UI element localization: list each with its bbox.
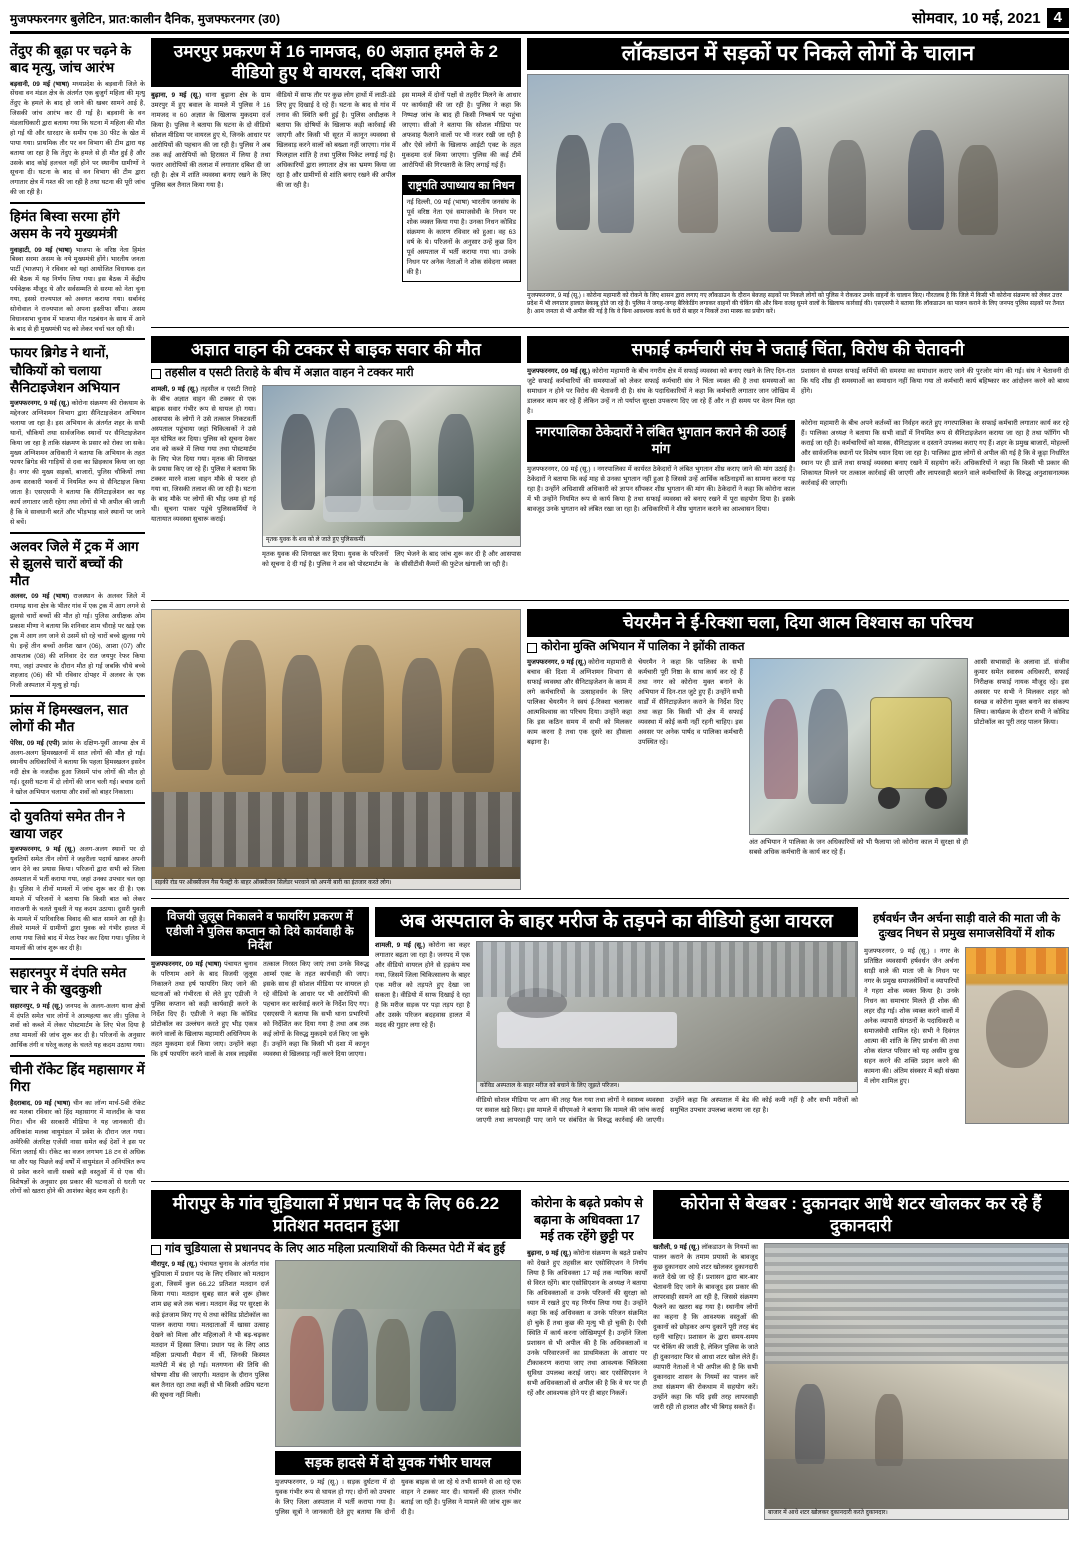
story-leopard-headline: तेंदुए की बूढ़ा पर चढ़ने के बाद मृत्यु, जांच आरंभ bbox=[10, 43, 131, 76]
dateline: मुजफ्फरनगर, 9 मई (सू.) bbox=[10, 846, 76, 854]
story-erickshaw-col2: चेयरमैन ने कहा कि पालिका के सभी कर्मचारी पूरी निष्ठा के साथ कार्य कर रहे हैं तथा नगर को कोरोना मुक्त बनाने के अभियान में दिन-रात जुटे हुए हैं। उन्होंने सभी वार्डों में सैनिटाइजेशन कराने के निर्देश दिए तथा कहा कि किसी भी क्षेत्र में सफाई व्यवस्था में कोई कमी नहीं रहनी चाहिए। इस अवसर पर अनेक पार्षद व पालिका कर्मचारी उपस्थित रहे। bbox=[638, 659, 743, 747]
oxygen-photo-block bbox=[151, 609, 521, 890]
story-voting bbox=[151, 1190, 521, 1518]
story-jain-obituary bbox=[864, 907, 1069, 1173]
oxygen-photo-caption: सड़की रोड पर ऑक्सीजन गैस फैक्ट्री के बाहर ऑक्सीजन सिलेंडर भरवाने को अपनी बारी का इंतजार करते लोग। bbox=[152, 879, 520, 889]
dateline: बुढ़ाना, 9 मई (सू.) bbox=[527, 1250, 572, 1258]
story-corona-lawyer bbox=[527, 1190, 647, 1518]
story-lockdown bbox=[527, 38, 1069, 319]
story-dgp bbox=[151, 907, 369, 1173]
dateline: बड़वानी, 09 मई (भाषा) bbox=[10, 80, 70, 88]
hospital-photo bbox=[476, 941, 858, 1093]
story-france-avalanche-text: फ्रांस के दक्षिण-पूर्वी आल्प्स क्षेत्र में अलग-अलग हिमस्खलनों में सात लोगों की मौत हो गई। स्थानीय अधिकारियों ने बताया कि पहला हिमस्खलन इसरेन नदी क्षेत्र के नजदीक हुआ जिसमें पांच लोगों की मौत हो गई। दूसरी घटना में दो लोगों की जान चली गई। बचाव दलों ने खोज अभियान चलाया और शवों को बाहर निकाला। bbox=[10, 739, 146, 797]
story-erickshaw-col1: कोरोना महामारी से बचाव की दिशा में अग्निशमन विभाग से सफाई व्यवस्था और सैनिटाइजेशन के काम में लगे कर्मचारियों के उत्साहवर्धन के लिए पालिका चेयरमैन ने स्वयं ई-रिक्शा चलाकर आत्मविश्वास का परिचय दिया। उन्होंने कहा कि इस कठिन समय में सभी को मिलकर काम करना है तथा एक दूसरे का हौसला बढ़ाना है। bbox=[527, 659, 632, 747]
story-leopard-text: मध्यप्रदेश के बड़वानी जिले के सेंधवा वन मंडल क्षेत्र के अंतर्गत एक बुजुर्ग महिला की मृत्यु तेंदुए के हमले के बाद हो जाने की खबर सामने आई है, जिसकी जांच आरंभ कर दी गई है। बड़वानी के वन मंडलाधिकारी द्वारा बताया गया कि घटना में महिला की मौत हो गई थी और धारदार के समीप एक 30 फीट के खेत में पाया गया। प्राथमिक तौर पर वन विभाग की टीम द्वारा यह बताया जा रहा है कि तेंदुए के हमले से ही मौत हुई है और उसके बाद कोई हलचल नहीं होने पर स्थानीय ग्रामीणों ने सूचना दी। घटना के बाद से वन विभाग की टीम द्वारा लगातार क्षेत्र में गश्त की जा रही है तथा घटना की पूरी जांच की जा रही है। bbox=[10, 80, 145, 197]
main-column bbox=[151, 38, 1069, 1518]
story-alwar-truck-text: राजस्थान के अलवर जिले में रामगढ़ थाना क्षेत्र के भीतर गांव में एक ट्रक में आग लगने से झुलसे चारों बच्चों की मौत हो गई। पुलिस अधीक्षक ओम प्रकाश मीणा ने बताया कि शनिवार शाम चौराहे पर खड़े एक ट्रक में आग लग जाने से उसमें सो रहे चारों बच्चे झुलस गये थे। इन्हें तीन बच्चों अनीश खान (06), आशा (07) और आफताब (08) की शनिवार देर रात जयपुर रेफर किया गया, जहां उपचार के दौरान मौत हो गई जबकि चौथे बच्चे शहजाद (06) की भी रविवार दोपहर में अलवर के एक निजी अस्पताल में मृत्यु हो गई। bbox=[10, 593, 146, 690]
story-saharanpur-suicide bbox=[10, 964, 145, 1051]
story-chinese-rocket-headline: चीनी रॉकेट हिंद महासागर में गिरा bbox=[10, 1062, 145, 1095]
dateline: मीरापुर, 9 मई (सू.) bbox=[151, 1261, 198, 1269]
story-safai-headline: सफाई कर्मचारी संघ ने जताई चिंता, विरोध की चेतावनी bbox=[527, 336, 1069, 363]
voting-photo bbox=[275, 1260, 521, 1447]
story-corona-lawyer-text: कोरोना संक्रमण के बढ़ते प्रकोप को देखते हुए तहसील बार एसोसिएशन ने निर्णय लिया है कि अधिवक्ता 17 मई तक न्यायिक कार्यों से विरत रहेंगे। बार एसोसिएशन के अध्यक्ष ने बताया कि अधिवक्ताओं व उनके परिजनों की सुरक्षा को ध्यान में रखते हुए यह निर्णय लिया गया है। उन्होंने कहा कि कई अधिवक्ता व उनके परिजन संक्रमित हो चुके हैं तथा कुछ की मृत्यु भी हो चुकी है। ऐसी स्थिति में कार्य करना जोखिमपूर्ण है। उन्होंने जिला प्रशासन से भी अपील की है कि अधिवक्ताओं व उनके परिवारजनों का प्राथमिकता के आधार पर टीकाकरण कराया जाए तथा आवश्यक चिकित्सा सुविधा उपलब्ध कराई जाए। बार एसोसिएशन ने सभी अधिवक्ताओं से अपील की है कि वे घर पर ही रहें और आवश्यक होने पर ही बाहर निकलें। bbox=[527, 1250, 647, 1398]
story-hospital-col1: कोरोना का कहर लगातार बढ़ता जा रहा है। जनपद में एक और वीडियो वायरल होने से हड़कंप मच गया, जिसमें जिला चिकित्सालय के बाहर एक मरीज को तड़पते हुए देखा जा सकता है। वीडियो में साफ दिखाई दे रहा है कि मरीज सड़क पर पड़ा तड़प रहा है और उसके परिजन बदहवास हालत में मदद की गुहार लगा रहे हैं। bbox=[375, 941, 471, 1030]
story-umarpur-col2: वीडियो में साफ तौर पर कुछ लोग हाथों में लाठी-डंडे लिए हुए दिखाई दे रहे हैं। घटना के बाद से गांव में तनाव की स्थिति बनी हुई है। पुलिस अधीक्षक ने बताया कि दोषियों के खिलाफ कड़ी कार्रवाई की जाएगी और किसी भी सूरत में कानून व्यवस्था से खिलवाड़ करने वालों को बख्शा नहीं जाएगा। गांव में फिलहाल शांति है तथा पुलिस पिकेट लगाई गई है। अधिकारियों द्वारा लगातार क्षेत्र का भ्रमण किया जा रहा है और ग्रामीणों से शांति बनाए रखने की अपील की जा रही है। bbox=[276, 91, 396, 189]
story-poison-text: अलग-अलग स्थानों पर दो युवतियों समेत तीन लोगों ने जहरीला पदार्थ खाकर अपनी जान देने का प्रयास किया। परिजनों द्वारा सभी को जिला अस्पताल में भर्ती कराया गया, जहां उनका उपचार चल रहा है। पुलिस ने तीनों मामलों में जांच शुरू कर दी है। एक मामले में परिजनों ने बताया कि किसी बात को लेकर नाराजगी के चलते युवती ने यह कदम उठाया। दूसरी युवती के मामले में पारिवारिक विवाद की बात सामने आ रही है। तीसरे मामले में ग्रामीणों द्वारा युवक को गंभीर हालत में लाया गया जिसे बाद में मेरठ रेफर कर दिया गया। पुलिस ने मामलों की जांच शुरू कर दी है। bbox=[10, 846, 145, 953]
story-umarpur-col3: इस मामले में दोनों पक्षों से तहरीर मिलने के आधार पर कार्यवाही की जा रही है। पुलिस ने कहा कि निष्पक्ष जांच के बाद ही किसी निष्कर्ष पर पहुंचा जाएगा। सीओ ने बताया कि सोशल मीडिया पर अफवाह फैलाने वालों पर भी नजर रखी जा रही है और ऐसे लोगों के खिलाफ आईटी एक्ट के तहत मुकदमा दर्ज किया जाएगा। पुलिस की कई टीमें आरोपियों की गिरफ्तारी के लिए लगाई गई हैं। bbox=[401, 91, 521, 169]
story-erickshaw-right-text: आसी सभासदों के अलावा डॉ. संजीव कुमार समेत स्वास्थ्य अधिकारी, सफाई निरीक्षक सफाई नायक मौजूद रहे। इस अवसर पर सभी ने मिलकर शहर को स्वच्छ व कोरोना मुक्त बनाने का संकल्प लिया। कार्यक्रम के दौरान सभी ने कोविड प्रोटोकॉल का पूरी तरह पालन किया। bbox=[974, 659, 1069, 727]
story-bike-text2: मृतक युवक की शिनाख्त कर दिया। युवक के परिजनों को सूचना दे दी गई है। पुलिस ने शव को पोस्टमार्टम के लिए भेजने के बाद जांच शुरू कर दी है और आसपास के सीसीटीवी कैमरों की फुटेज खंगाली जा रही है। bbox=[262, 550, 521, 568]
story-hospital-col2: वीडियो सोशल मीडिया पर आग की तरह फैल गया तथा लोगों ने स्वास्थ्य व्यवस्था पर सवाल खड़े किए। इस मामले में सीएमओ ने बताया कि मामले की जांच कराई जाएगी तथा लापरवाही पाए जाने पर संबंधित के विरुद्ध कार्रवाई की जाएगी। उन्होंने कहा कि अस्पताल में बेड की कोई कमी नहीं है और सभी मरीजों को समुचित उपचार उपलब्ध कराया जा रहा है। bbox=[476, 1096, 858, 1124]
story-france-avalanche-headline: फ्रांस में हिमस्खलन, सात लोगों की मौत bbox=[10, 702, 128, 735]
lockdown-photo bbox=[527, 74, 1069, 291]
story-dgp-headline: विजयी जुलूस निकालने व फायरिंग प्रकरण में एडीजी ने पुलिस कप्तान को दिये कार्यवाही के निर्देश bbox=[151, 907, 369, 956]
story-bike-headline: अज्ञात वाहन की टक्कर से बाइक सवार की मौत bbox=[151, 336, 521, 363]
left-column bbox=[10, 38, 145, 1518]
story-bike-accident bbox=[151, 336, 521, 593]
story-erickshaw bbox=[527, 609, 1069, 890]
dateline: सहारनपुर, 9 मई (सू.) bbox=[10, 1002, 63, 1010]
story-safai-text1: कोरोना महामारी के बीच नगरीय क्षेत्र में सफाई व्यवस्था को बनाए रखने के लिए दिन-रात जुटे सफाई कर्मचारियों की समस्याओं को लेकर सफाई कर्मचारी संघ ने चिंता व्यक्त की है तथा समस्याओं का समाधान न होने पर विरोध की चेतावनी दी है। संघ के पदाधिकारियों ने कहा कि कर्मचारी लगातार जान जोखिम में डालकर काम कर रहे हैं लेकिन उन्हें न तो पर्याप्त सुरक्षा उपकरण दिए जा रहे हैं और न ही समय पर वेतन मिल रहा है। bbox=[527, 368, 795, 416]
erickshaw-photo-caption: अंत अभियान ने पालिका के जन अधिकारियों को भी फैलाया जो कोरोना काल में सुरक्षा से ही सबसे अधिक कर्मचारी के कार्य कर रहे हैं। bbox=[749, 839, 968, 857]
page-grid bbox=[10, 38, 1069, 1518]
story-france-avalanche bbox=[10, 701, 145, 798]
story-jain-headline: हर्षवर्धन जैन अर्चना साड़ी वाले की माता जी के दुःखद निधन से प्रमुख समाजसेवियों में शोक bbox=[872, 913, 1061, 941]
dateline: शामली, 9 मई (सू.) bbox=[375, 941, 426, 949]
story-shopkeeper-headline: कोरोना से बेखबर : दुकानदार आधे शटर खोलकर कर रहे हैं दुकानदारी bbox=[653, 1190, 1069, 1239]
jain-portrait-photo bbox=[965, 947, 1069, 1124]
masthead-date: सोमवार, 10 मई, 2021 bbox=[912, 10, 1041, 27]
masthead-publication: मुजफ्फरनगर बुलेटिन, प्रात:कालीन दैनिक, मुजफ्फरनगर (उ0) bbox=[10, 11, 281, 26]
story-bike-kicker: तहसील व एसटी तिराहे के बीच में अज्ञात वाहन ने टक्कर मारी bbox=[151, 366, 521, 382]
story-chinese-rocket bbox=[10, 1061, 145, 1197]
story-poison-headline: दो युवतियां समेत तीन ने खाया जहर bbox=[10, 808, 125, 842]
story-hospital-headline: अब अस्पताल के बाहर मरीज के तड़पने का वीडियो हुआ वायरल bbox=[375, 907, 858, 937]
story-fire-brigade bbox=[10, 344, 145, 527]
dateline: हैदराबाद, 09 मई (भाषा) bbox=[10, 1099, 71, 1107]
story-poison bbox=[10, 808, 145, 954]
story-shopkeeper-text: लॉकडाउन के नियमों का पालन कराने के तमाम प्रयासों के बावजूद कुछ दुकानदार आधे शटर खोलकर दुकानदारी करते देखे जा रहे हैं। प्रशासन द्वारा बार-बार चेतावनी दिए जाने के बावजूद इस प्रकार की लापरवाही सामने आ रही है, जिससे संक्रमण फैलने का खतरा बढ़ गया है। स्थानीय लोगों का कहना है कि आवश्यक वस्तुओं की दुकानों को छोड़कर अन्य दुकानें पूरी तरह बंद रहनी चाहिए। प्रशासन के द्वारा समय-समय पर चेकिंग की जाती है, लेकिन पुलिस के जाते ही दुकानदार फिर से आधा शटर खोल लेते हैं। व्यापारी नेताओं ने भी अपील की है कि सभी दुकानदार शासन के नियमों का पालन करें तथा संक्रमण की रोकथाम में सहयोग करें। उन्होंने कहा कि यदि इसी तरह लापरवाही जारी रही तो हालात और भी बिगड़ सकते हैं। bbox=[653, 1243, 758, 1412]
story-saharanpur-suicide-text: जनपद के अलग-अलग थाना क्षेत्रों में दंपति समेत चार लोगों ने आत्महत्या कर ली। पुलिस ने शवों को कब्जे में लेकर पोस्टमार्टम के लिए भेज दिया है तथा मामलों की जांच शुरू कर दी है। परिजनों के अनुसार आर्थिक तंगी व घरेलू कलह के चलते यह कदम उठाया गया। bbox=[10, 1002, 145, 1050]
story-assam-cm bbox=[10, 208, 145, 334]
story-jain-text: मुजफ्फरनगर, 9 मई (सू.) । नगर के प्रतिष्ठित व्यवसायी हर्षवर्धन जैन अर्चना साड़ी वाले की माता जी के निधन पर नगर के प्रमुख समाजसेवियों व व्यापारियों ने गहरा शोक व्यक्त किया है। उनके निधन का समाचार मिलते ही शोक की लहर दौड़ गई। शोक व्यक्त करने वालों में अनेक व्यापारी संगठनों के पदाधिकारी व समाजसेवी शामिल रहे। सभी ने दिवंगत आत्मा की शांति के लिए प्रार्थना की तथा शोक संतप्त परिवार को यह असीम दुःख सहन करने की शक्ति प्रदान करने की कामना की। अंतिम संस्कार में बड़ी संख्या में लोग शामिल हुए। bbox=[864, 948, 959, 1086]
story-shopkeeper bbox=[653, 1190, 1069, 1518]
bike-accident-photo bbox=[262, 385, 521, 547]
story-voting-text: पंचायत चुनाव के अंतर्गत गांव चुडि़याला में प्रधान पद के लिए रविवार को मतदान हुआ, जिसमें कुल 66.22 प्रतिशत मतदान दर्ज किया गया। मतदान सुबह सात बजे शुरू होकर शाम छह बजे तक चला। मतदान केंद्र पर सुरक्षा के कड़े इंतजाम किए गए थे तथा कोविड प्रोटोकॉल का पालन कराया गया। मतदाताओं में खासा उत्साह देखने को मिला और महिलाओं ने भी बढ़-चढ़कर मतदान में हिस्सा लिया। प्रधान पद के लिए आठ महिला प्रत्याशी मैदान में थीं, जिनकी किस्मत मतपेटी में बंद हो गई। मतगणना की तिथि की घोषणा शीघ्र की जाएगी। मतदान के दौरान पुलिस बल तैनात रहा तथा कहीं से भी किसी अप्रिय घटना की सूचना नहीं मिली। bbox=[151, 1261, 269, 1399]
story-voting-kicker: गांव चुडि़याला से प्रधानपद के लिए आठ महिला प्रत्याशियों की किस्मत पेटी में बंद हुई bbox=[151, 1242, 521, 1258]
bullet-square-icon bbox=[527, 643, 537, 653]
story-umarpur bbox=[151, 38, 521, 319]
story-bike-text: तहसील व एसटी तिराहे के बीच अज्ञात वाहन की टक्कर से एक बाइक सवार गंभीर रूप से घायल हो गया। आसपास के लोगों ने उसे तत्काल निकटवर्ती अस्पताल पहुंचाया जहां चिकित्सकों ने उसे मृत घोषित कर दिया। पुलिस को सूचना देकर शव को कब्जे में लिया गया तथा पोस्टमार्टम के लिए भेज दिया गया। मृतक की शिनाख्त के प्रयास किए जा रहे हैं। पुलिस ने बताया कि टक्कर मारने वाला वाहन मौके से फरार हो गया था, जिसकी तलाश की जा रही है। घटना के बाद मौके पर लोगों की भीड़ जमा हो गई थी। सूचना पाकर पहुंचे पुलिसकर्मियों ने यातायात व्यवस्था सुचारू कराई। bbox=[151, 385, 256, 523]
obituary-text: नई दिल्ली, 09 मई (भाषा) भारतीय जनसंघ के पूर्व वरिष्ठ नेता एवं समाजसेवी के निधन पर शोक व्यक्त किया गया है। उनका निधन कोविड संक्रमण के कारण रविवार को हुआ। वह 63 वर्ष के थे। परिजनों के अनुसार उन्हें कुछ दिन पूर्व अस्पताल में भर्ती कराया गया था। उनके निधन पर अनेक नेताओं ने शोक संवेदना व्यक्त की है। bbox=[406, 198, 516, 276]
story-umarpur-headline: उमरपुर प्रकरण में 16 नामजद, 60 अज्ञात हमले के 2 वीडियो हुए थे वायरल, दबिश जारी bbox=[151, 38, 521, 87]
dateline: शामली, 9 मई (सू.) bbox=[151, 385, 199, 393]
page-number: 4 bbox=[1047, 8, 1069, 27]
story-chinese-rocket-text: चीन का लॉन्ग मार्च-5बी रॉकेट का मलबा रविवार को हिंद महासागर में मालदीव के पास गिरा। चीन की सरकारी मीडिया ने यह जानकारी दी। अधिकांश मलबा वायुमंडल में प्रवेश के दौरान जल गया। अमेरिकी अंतरिक्ष एजेंसी नासा समेत कई देशों ने इस पर चिंता जताई थी। रॉकेट का वजन लगभग 18 टन से अधिक था और यह पिछले कई वर्षों में वायुमंडल में अनियंत्रित रूप से प्रवेश करने वाली सबसे बड़ी वस्तुओं में से एक थी। विशेषज्ञों के अनुसार इस प्रकार की घटनाओं से धरती पर लोगों को खतरा होने की आशंका बेहद कम रहती है। bbox=[10, 1099, 145, 1196]
story-alwar-truck-headline: अलवर जिले में ट्रक में आग से झुलसे चारों बच्चों की मौत bbox=[10, 538, 139, 589]
story-erickshaw-kicker: कोरोना मुक्ति अभियान में पालिका ने झोंकी ताकत bbox=[527, 640, 1069, 656]
story-fire-brigade-text: कोरोना संक्रमण की रोकथाम के मद्देनजर अग्निशमन विभाग द्वारा सैनिटाइजेशन अभियान चलाया जा रहा है। इस अभियान के अंतर्गत शहर के सभी थानों, चौकियों तथा सार्वजनिक स्थानों पर सैनिटाइजेशन किया जा रहा है ताकि संक्रमण के प्रसार को रोका जा सके। मुख्य अग्निशमन अधिकारी ने बताया कि अभियान के तहत फायर ब्रिगेड की गाड़ियों से दवा का छिड़काव किया जा रहा है। नगर की मुख्य सड़कों, बाजारों, पुलिस चौकियों तथा अन्य सरकारी भवनों में नियमित रूप से सैनिटाइज किया जाता है। एसएसपी ने बताया कि सैनिटाइजेशन का यह कार्य लगातार जारी रहेगा तथा लोगों से भी अपील की जाती है कि वे सावधानी बरतें और भीड़भाड़ वाले स्थानों पर जाने से बचें। bbox=[10, 400, 145, 526]
dateline: मुजफ्फरनगर, 9 मई (सू.) bbox=[527, 659, 587, 667]
dateline: गुवाहाटी, 09 मई (भाषा) bbox=[10, 246, 73, 254]
story-road-accident-headline: सड़क हादसे में दो युवक गंभीर घायल bbox=[275, 1451, 521, 1475]
story-saharanpur-suicide-headline: सहारनपुर में दंपति समेत चार ने की खुदकुशी bbox=[10, 965, 127, 998]
dateline: पेरिस, 09 मई (एपी) bbox=[10, 739, 60, 747]
story-umarpur-col1: थाना बुढ़ाना क्षेत्र के ग्राम उमरपुर में हुए बवाल के मामले में पुलिस ने 16 नामजद व 60 अज्ञात के खिलाफ मुकदमा दर्ज किया है। पुलिस ने बताया कि घटना के दो वीडियो सोशल मीडिया पर वायरल हुए थे, जिनके आधार पर आरोपियों की पहचान की जा रही है। पुलिस ने अब तक कई आरोपियों को हिरासत में लिया है तथा फरार आरोपियों की तलाश में लगातार दबिश दी जा रही है। क्षेत्र में शांति व्यवस्था बनाए रखने के लिए पुलिस बल तैनात किया गया है। bbox=[151, 91, 271, 189]
dateline: मुजफ्फरनगर, 09 मई (सू.) bbox=[527, 368, 591, 376]
bullet-square-icon bbox=[151, 369, 161, 379]
story-road-accident-text: मुजफ्फरनगर, 9 मई (सू.) । सड़क दुर्घटना में दो युवक गंभीर रूप से घायल हो गए। दोनों को उपचार के लिए जिला अस्पताल में भर्ती कराया गया है। पुलिस सूत्रों ने जानकारी देते हुए बताया कि दोनों युवक बाइक से जा रहे थे तभी सामने से आ रहे एक वाहन ने टक्कर मार दी। घायलों की हालत गंभीर बताई जा रही है। पुलिस ने मामले की जांच शुरू कर दी है। bbox=[275, 1478, 521, 1516]
obituary-box bbox=[402, 175, 521, 282]
dateline: खतौली, 9 मई (सू.) bbox=[653, 1243, 700, 1251]
story-safai bbox=[527, 336, 1069, 593]
story-corona-lawyer-headline: कोरोना के बढ़ते प्रकोप से बढ़ाना के अधिवक्ता 17 मई तक रहेंगे छुट्टी पर bbox=[531, 1196, 643, 1243]
dateline: मुजफ्फरनगर, 9 मई (सू.) bbox=[10, 400, 70, 408]
story-voting-headline: मीरापुर के गांव चुडि़याला में प्रधान पद के लिए 66.22 प्रतिशत मतदान हुआ bbox=[151, 1190, 521, 1239]
oxygen-cylinder-photo bbox=[151, 609, 521, 890]
story-safai-sub-headline: नगरपालिका ठेकेदारों ने लंबित भुगतान कराने की उठाई मांग bbox=[527, 420, 795, 462]
hospital-photo-caption: कोविड अस्पताल के बाहर मरीज को बचाने के लिए जूझते परिजन। bbox=[477, 1082, 857, 1092]
bullet-square-icon bbox=[151, 1245, 161, 1255]
story-alwar-truck bbox=[10, 538, 145, 692]
story-erickshaw-headline: चेयरमैन ने ई-रिक्शा चला, दिया आत्म विश्वास का परिचय bbox=[527, 609, 1069, 636]
story-dgp-text: पंचायत चुनाव के परिणाम आने के बाद विजयी जुलूस निकालने तथा हर्ष फायरिंग किए जाने की घटनाओं को गंभीरता से लेते हुए एडीजी ने पुलिस कप्तान को कड़ी कार्यवाही करने के निर्देश दिए हैं। एडीजी ने कहा कि कोविड प्रोटोकॉल का उल्लंघन करते हुए भीड़ एकत्र करने वालों के खिलाफ महामारी अधिनियम के तहत मुकदमा दर्ज किया जाए। उन्होंने कहा कि हर्ष फायरिंग करने वालों के शस्त्र लाइसेंस तत्काल निरस्त किए जाएं तथा उनके विरुद्ध आर्म्स एक्ट के तहत कार्यवाही की जाए। इसके साथ ही सोशल मीडिया पर वायरल हो रहे वीडियो के आधार पर भी आरोपियों की पहचान कर कार्रवाई करने के निर्देश दिए गए। एसएसपी ने बताया कि सभी थाना प्रभारियों को निर्देशित कर दिया गया है तथा अब तक कई लोगों के विरुद्ध मुकदमे दर्ज किए जा चुके हैं। उन्होंने कहा कि किसी भी दशा में कानून व्यवस्था से खिलवाड़ नहीं करने दिया जाएगा। bbox=[151, 961, 369, 1059]
story-hospital bbox=[375, 907, 858, 1173]
story-leopard bbox=[10, 42, 145, 198]
story-lockdown-headline: लॉकडाउन में सड़कों पर निकले लोगों के चालान bbox=[527, 38, 1069, 70]
obituary-headline: राष्ट्रपति उपाध्याय का निधन bbox=[403, 176, 520, 195]
dateline: बुढ़ाना, 9 मई (सू.) bbox=[151, 91, 202, 99]
lockdown-photo-caption: मुजफ्फरनगर, 9 मई (सू.) । कोरोना महामारी को रोकने के लिए शासन द्वारा लगाए गए लॉकडाउन के दौरान बेवजह सड़कों पर निकले लोगों को पुलिस ने रोककर उनके वाहनों के चालान किए। गौरतलब है कि जिले में किसी भी कोरोना संक्रमण को लेकर उत्तर प्रदेश में भी लगातार हालात बेकाबू होते जा रहे हैं। पुलिस ने जगह-जगह बैरिकेडिंग लगाकर वाहनों की चेकिंग की और बिना वजह घूमने वालों के खिलाफ कार्रवाई की। एसएसपी ने बताया कि लॉकडाउन का पालन कराने के लिए जनपद पुलिस सड़कों पर तैनात है। आम जनता से भी अपील की गई है कि वे बिना आवश्यक कार्य के घरों से बाहर न निकलें तथा मास्क का प्रयोग करें। bbox=[527, 293, 1065, 315]
shopkeeper-photo bbox=[764, 1243, 1069, 1520]
dateline: अलवर, 09 मई (भाषा) bbox=[10, 593, 70, 601]
story-safai-text3: मुजफ्फरनगर, 09 मई (सू.) । नगरपालिका में कार्यरत ठेकेदारों ने लंबित भुगतान शीघ्र कराए जाने की मांग उठाई है। ठेकेदारों ने बताया कि कई माह से उनका भुगतान नहीं हुआ है जिससे उन्हें आर्थिक कठिनाइयों का सामना करना पड़ रहा है। उन्होंने अधिशासी अधिकारी को ज्ञापन सौंपकर शीघ्र भुगतान की मांग की। ठेकेदारों ने कहा कि कोरोना काल में भी उन्होंने नियमित रूप से कार्य किया है तथा सफाई व्यवस्था को बनाए रखने में पूरा सहयोग दिया है। इसके बावजूद उनके भुगतान को लंबित रखा जा रहा है। अधिकारियों ने शीघ्र भुगतान कराने का आश्वासन दिया। bbox=[527, 465, 795, 513]
story-corona-ward-text: कोरोना महामारी के बीच अपने कर्तव्यों का निर्वहन करते हुए नगरपालिका के सफाई कर्मचारी लगातार कार्य कर रहे हैं। पालिका अध्यक्ष ने बताया कि सभी वार्डों में नियमित रूप से सैनिटाइजेशन कराया जा रहा है तथा फॉगिंग भी कराई जा रही है। कर्मचारियों को मास्क, सैनिटाइजर व दस्ताने उपलब्ध कराए गए हैं। शहर के प्रमुख बाजारों, मोहल्लों और सार्वजनिक स्थानों पर विशेष ध्यान दिया जा रहा है। पालिका द्वारा लोगों से अपील की गई है कि वे कूड़ा निर्धारित स्थान पर ही डालें तथा सफाई व्यवस्था बनाए रखने में सहयोग करें। अधिकारियों ने कहा कि किसी भी प्रकार की शिकायत मिलने पर तत्काल कार्रवाई की जाएगी और लापरवाही बरतने वाले कर्मचारियों के विरुद्ध अनुशासनात्मक कार्रवाई की जाएगी। bbox=[801, 420, 1069, 488]
shopkeeper-photo-caption: बाजार में आधे शटर खोलकर दुकानदारी करते दुकानदार। bbox=[765, 1509, 1068, 1519]
story-safai-text2: प्रशासन से समस्त सफाई कर्मियों की समस्या का समाधान कराए जाने की पुरजोर मांग की गई। संघ ने चेतावनी दी कि यदि शीघ्र ही समस्याओं का समाधान नहीं किया गया तो कर्मचारी कार्य बहिष्कार कर आंदोलन करने को बाध्य होंगे। bbox=[801, 368, 1069, 396]
bike-photo-caption: मृतक युवक के शव को ले जाते हुए पुलिसकर्मी। bbox=[263, 536, 520, 546]
erickshaw-photo bbox=[749, 658, 968, 835]
masthead bbox=[10, 8, 1069, 34]
story-fire-brigade-headline: फायर ब्रिगेड ने थानों, चौकियों को चलाया सैनिटाइजेशन अभियान bbox=[10, 345, 120, 395]
dateline: मुजफ्फरनगर, 09 मई (भाषा) bbox=[151, 961, 222, 969]
story-assam-cm-text: भाजपा के वरिष्ठ नेता हिमंत बिस्वा सरमा असम के नये मुख्यमंत्री होंगे। भारतीय जनता पार्टी (भाजपा) ने रविवार को यहां आयोजित विधायक दल की बैठक में यह निर्णय लिया गया। इस बैठक में केंद्रीय पर्यवेक्षक मौजूद थे और सर्वसम्मति से सरमा को नेता चुना गया, इससे राज्यपाल को अवगत कराया गया। सर्बानंद सोनोवाल ने राज्यपाल को अपना इस्तीफा सौंपा। असम विधानसभा चुनाव में भाजपा नीत गठबंधन के साथ में आने के बाद से ही मुख्यमंत्री पद को लेकर चर्चा चल रही थी। bbox=[10, 246, 145, 333]
story-assam-cm-headline: हिमंत बिस्वा सरमा होंगे असम के नये मुख्यमंत्री bbox=[10, 209, 120, 242]
